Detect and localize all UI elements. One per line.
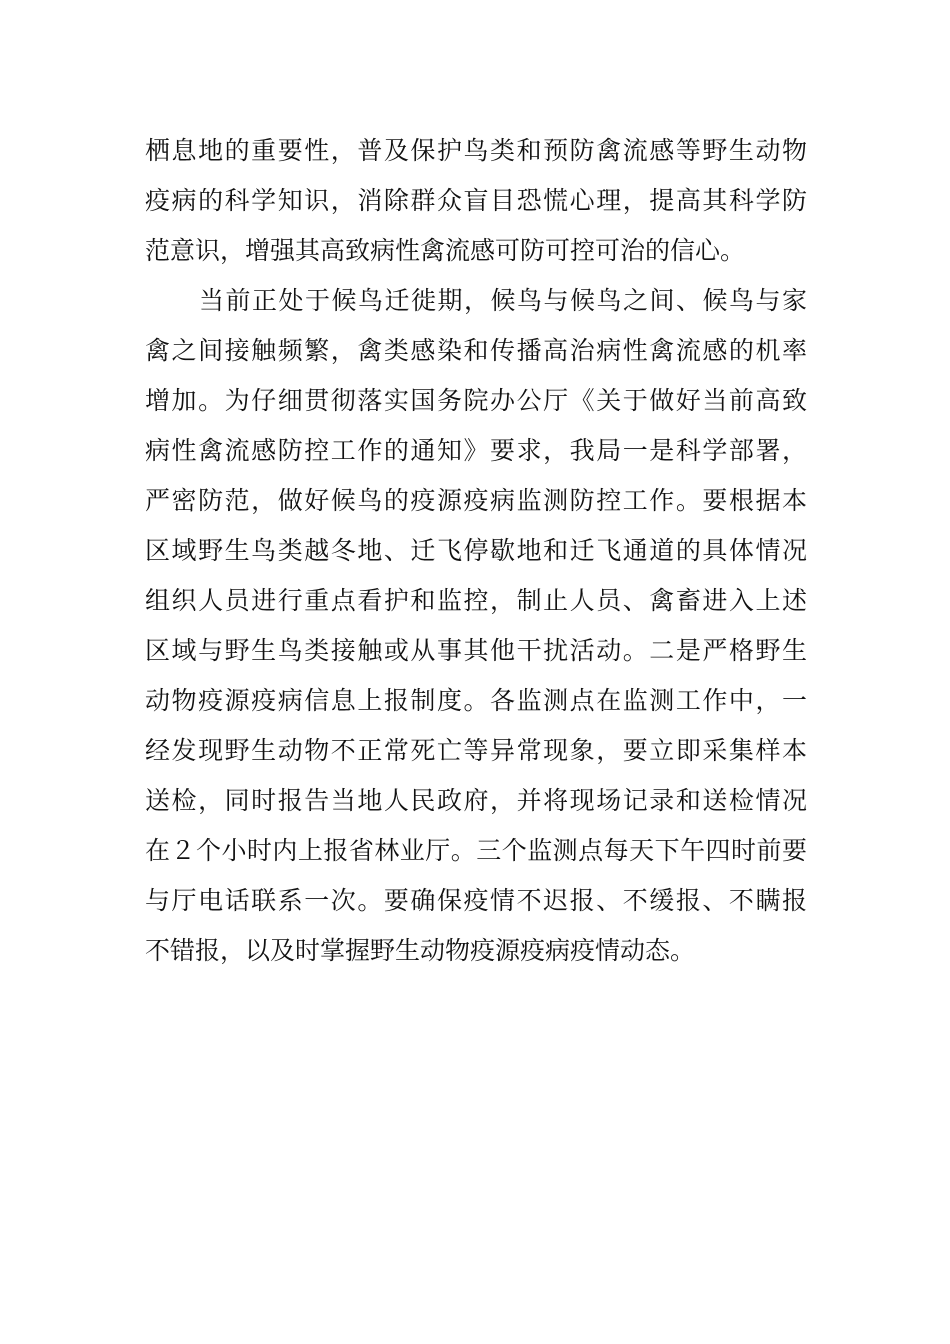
text-line: 在２个小时内上报省林业厅。三个监测点每天下午四时前要 [145, 836, 807, 865]
text-line: 疫病的科学知识，消除群众盲目恐慌心理，提高其科学防 [145, 186, 807, 215]
paragraph-1 [145, 126, 807, 276]
text-line: 组织人员进行重点看护和监控，制止人员、禽畜进入上述 [145, 586, 807, 615]
text-line: 经发现野生动物不正常死亡等异常现象，要立即采集样本 [145, 736, 807, 765]
document-body [145, 126, 807, 976]
text-line: 严密防范，做好候鸟的疫源疫病监测防控工作。要根据本 [145, 486, 807, 515]
text-line: 增加。为仔细贯彻落实国务院办公厅《关于做好当前高致 [145, 386, 807, 415]
text-line: 禽之间接触频繁，禽类感染和传播高治病性禽流感的机率 [145, 336, 807, 365]
text-line: 范意识，增强其高致病性禽流感可防可控可治的信心。 [145, 236, 746, 265]
text-line: 区域野生鸟类越冬地、迁飞停歇地和迁飞通道的具体情况 [145, 536, 807, 565]
text-line: 病性禽流感防控工作的通知》要求，我局一是科学部署， [145, 436, 807, 465]
text-line: 当前正处于候鸟迁徙期，候鸟与候鸟之间、候鸟与家 [199, 286, 807, 315]
text-line: 不错报，以及时掌握野生动物疫源疫病疫情动态。 [145, 936, 696, 965]
text-line: 动物疫源疫病信息上报制度。各监测点在监测工作中，一 [145, 686, 807, 715]
text-line: 栖息地的重要性，普及保护鸟类和预防禽流感等野生动物 [145, 136, 807, 165]
paragraph-2 [145, 276, 807, 976]
text-line: 送检，同时报告当地人民政府，并将现场记录和送检情况 [145, 786, 807, 815]
text-line: 与厅电话联系一次。要确保疫情不迟报、不缓报、不瞒报 [145, 886, 807, 915]
text-line: 区域与野生鸟类接触或从事其他干扰活动。二是严格野生 [145, 636, 807, 665]
